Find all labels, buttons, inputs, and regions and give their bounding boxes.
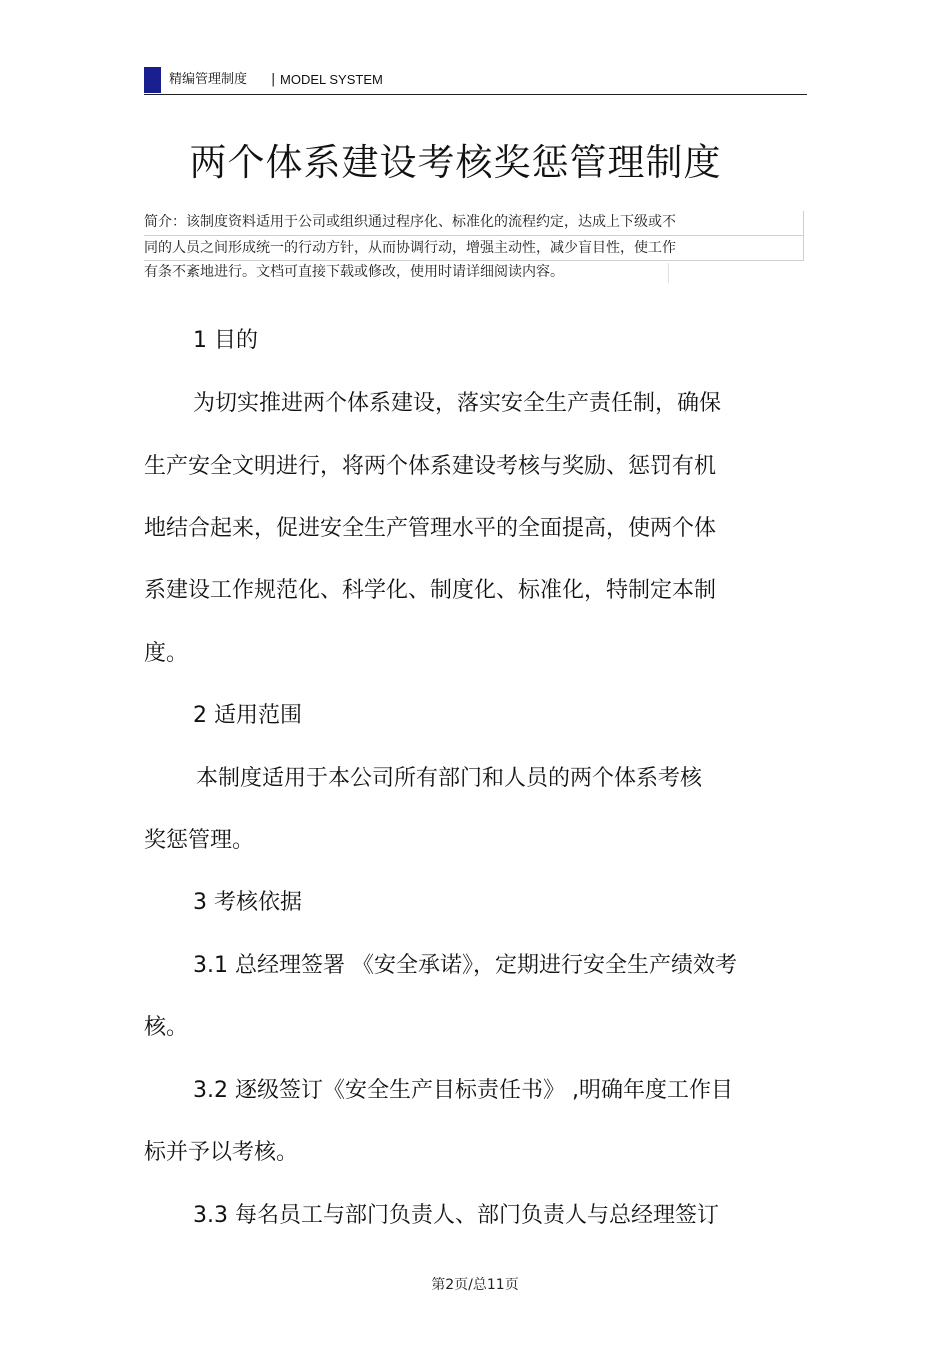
paragraph-line: 度。 (144, 641, 189, 666)
paragraph-line: 标并予以考核。 (144, 1140, 299, 1165)
summary-border (668, 263, 669, 283)
paragraph-line: 3.3 每名员工与部门负责人、部门负责人与总经理签订 (193, 1203, 719, 1228)
paragraph-line: 地结合起来，促进安全生产管理水平的全面提高，使两个体 (144, 516, 717, 541)
summary-rule (144, 235, 804, 236)
section-heading: 2 适用范围 (193, 703, 302, 728)
header-brand: 精编管理制度 (169, 72, 248, 87)
header-separator: | (271, 72, 276, 87)
summary-line: 有条不紊地进行。文档可直接下载或修改，使用时请详细阅读内容。 (144, 264, 564, 280)
section-heading: 3 考核依据 (193, 890, 302, 915)
paragraph-line: 核。 (144, 1015, 189, 1040)
paragraph-line: 系建设工作规范化、科学化、制度化、标准化，特制定本制 (144, 578, 717, 603)
summary-line: 简介：该制度资料适用于公司或组织通过程序化、标准化的流程约定，达成上下级或不 (144, 214, 676, 230)
brand-logo (144, 67, 161, 93)
paragraph-line: 生产安全文明进行，将两个体系建设考核与奖励、惩罚有机 (144, 454, 717, 479)
paragraph-line: 3.2 逐级签订《安全生产目标责任书》 ,明确年度工作目 (193, 1078, 733, 1103)
summary-box (144, 211, 804, 283)
header-rule (144, 94, 807, 95)
summary-rule (144, 260, 804, 261)
section-heading: 1 目的 (193, 328, 258, 353)
document-title: 两个体系建设考核奖惩管理制度 (189, 141, 722, 184)
paragraph-line: 3.1 总经理签署 《安全承诺》，定期进行安全生产绩效考 (193, 953, 737, 978)
header-english-title: MODEL SYSTEM (280, 72, 383, 87)
page-number: 第2页/总11页 (431, 1277, 519, 1293)
summary-border (803, 211, 804, 260)
paragraph-line: 为切实推进两个体系建设，落实安全生产责任制，确保 (193, 391, 722, 416)
paragraph-line: 本制度适用于本公司所有部门和人员的两个体系考核 (196, 766, 703, 791)
paragraph-line: 奖惩管理。 (144, 828, 255, 853)
summary-line: 同的人员之间形成统一的行动方针，从而协调行动，增强主动性，减少盲目性，使工作 (144, 240, 676, 256)
